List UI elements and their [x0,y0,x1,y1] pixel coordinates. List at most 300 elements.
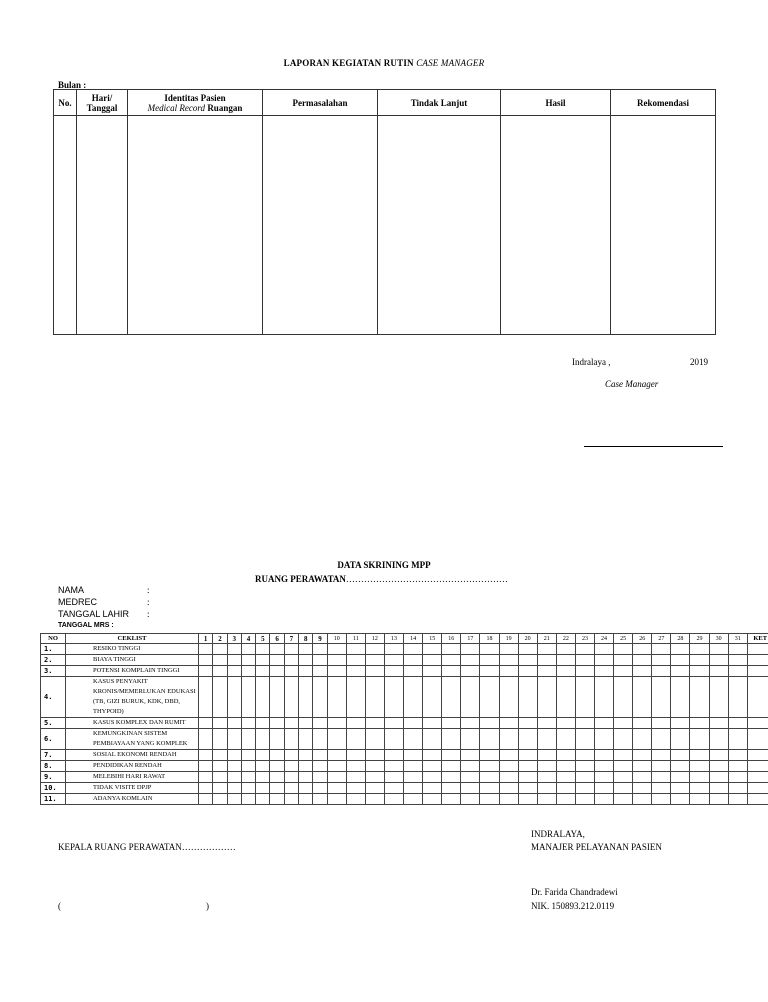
check-cell[interactable] [614,783,633,794]
check-cell[interactable] [690,761,709,772]
check-cell[interactable] [365,644,384,655]
check-cell[interactable] [594,794,613,805]
check-cell[interactable] [671,655,690,666]
check-cell[interactable] [518,729,537,750]
check-cell[interactable] [213,729,227,750]
check-cell[interactable] [227,772,241,783]
check-cell[interactable] [499,677,518,718]
check-cell[interactable] [327,644,346,655]
check-cell[interactable] [518,750,537,761]
check-cell[interactable] [747,666,768,677]
check-cell[interactable] [270,677,284,718]
check-cell[interactable] [652,718,671,729]
check-cell[interactable] [480,677,499,718]
check-cell[interactable] [299,750,313,761]
check-cell[interactable] [461,772,480,783]
check-cell[interactable] [518,655,537,666]
check-cell[interactable] [614,729,633,750]
check-cell[interactable] [499,655,518,666]
check-cell[interactable] [423,772,442,783]
check-cell[interactable] [633,772,652,783]
check-cell[interactable] [728,794,747,805]
check-cell[interactable] [346,666,365,677]
check-cell[interactable] [614,750,633,761]
check-cell[interactable] [747,772,768,783]
check-cell[interactable] [404,718,423,729]
check-cell[interactable] [327,761,346,772]
check-cell[interactable] [690,772,709,783]
check-cell[interactable] [199,794,213,805]
check-cell[interactable] [480,655,499,666]
check-cell[interactable] [499,750,518,761]
check-cell[interactable] [284,761,298,772]
check-cell[interactable] [728,729,747,750]
check-cell[interactable] [227,655,241,666]
check-cell[interactable] [652,729,671,750]
check-cell[interactable] [461,644,480,655]
check-cell[interactable] [499,794,518,805]
check-cell[interactable] [227,794,241,805]
check-cell[interactable] [241,644,255,655]
check-cell[interactable] [404,794,423,805]
check-cell[interactable] [346,772,365,783]
check-cell[interactable] [499,718,518,729]
check-cell[interactable] [575,677,594,718]
check-cell[interactable] [537,772,556,783]
check-cell[interactable] [575,718,594,729]
check-cell[interactable] [256,666,270,677]
check-cell[interactable] [227,718,241,729]
check-cell[interactable] [614,761,633,772]
check-cell[interactable] [747,794,768,805]
check-cell[interactable] [256,729,270,750]
check-cell[interactable] [594,644,613,655]
check-cell[interactable] [709,783,728,794]
check-cell[interactable] [633,783,652,794]
check-cell[interactable] [594,655,613,666]
check-cell[interactable] [480,772,499,783]
check-cell[interactable] [537,666,556,677]
check-cell[interactable] [709,677,728,718]
check-cell[interactable] [690,750,709,761]
check-cell[interactable] [537,644,556,655]
check-cell[interactable] [256,718,270,729]
check-cell[interactable] [346,761,365,772]
check-cell[interactable] [709,666,728,677]
check-cell[interactable] [284,644,298,655]
check-cell[interactable] [213,761,227,772]
check-cell[interactable] [227,677,241,718]
check-cell[interactable] [537,655,556,666]
check-cell[interactable] [709,729,728,750]
check-cell[interactable] [518,718,537,729]
check-cell[interactable] [384,729,403,750]
check-cell[interactable] [346,644,365,655]
check-cell[interactable] [690,677,709,718]
check-cell[interactable] [423,718,442,729]
check-cell[interactable] [575,761,594,772]
check-cell[interactable] [518,783,537,794]
check-cell[interactable] [241,729,255,750]
check-cell[interactable] [270,794,284,805]
check-cell[interactable] [313,761,327,772]
check-cell[interactable] [499,761,518,772]
check-cell[interactable] [256,655,270,666]
check-cell[interactable] [690,729,709,750]
check-cell[interactable] [423,655,442,666]
check-cell[interactable] [556,655,575,666]
check-cell[interactable] [709,761,728,772]
check-cell[interactable] [671,750,690,761]
check-cell[interactable] [199,666,213,677]
check-cell[interactable] [365,783,384,794]
check-cell[interactable] [256,794,270,805]
check-cell[interactable] [213,677,227,718]
check-cell[interactable] [423,644,442,655]
check-cell[interactable] [575,772,594,783]
check-cell[interactable] [480,783,499,794]
check-cell[interactable] [728,772,747,783]
check-cell[interactable] [747,644,768,655]
check-cell[interactable] [327,772,346,783]
check-cell[interactable] [594,718,613,729]
check-cell[interactable] [327,750,346,761]
check-cell[interactable] [518,772,537,783]
check-cell[interactable] [556,750,575,761]
check-cell[interactable] [556,772,575,783]
check-cell[interactable] [499,783,518,794]
check-cell[interactable] [594,761,613,772]
check-cell[interactable] [690,644,709,655]
check-cell[interactable] [256,761,270,772]
check-cell[interactable] [480,761,499,772]
check-cell[interactable] [461,783,480,794]
check-cell[interactable] [575,655,594,666]
check-cell[interactable] [633,794,652,805]
check-cell[interactable] [327,729,346,750]
check-cell[interactable] [499,729,518,750]
check-cell[interactable] [671,718,690,729]
check-cell[interactable] [747,655,768,666]
check-cell[interactable] [747,718,768,729]
check-cell[interactable] [537,729,556,750]
check-cell[interactable] [199,729,213,750]
check-cell[interactable] [299,677,313,718]
check-cell[interactable] [241,772,255,783]
check-cell[interactable] [213,772,227,783]
check-cell[interactable] [633,677,652,718]
check-cell[interactable] [199,655,213,666]
check-cell[interactable] [256,677,270,718]
check-cell[interactable] [728,677,747,718]
check-cell[interactable] [518,666,537,677]
check-cell[interactable] [346,718,365,729]
check-cell[interactable] [384,761,403,772]
check-cell[interactable] [404,644,423,655]
check-cell[interactable] [241,666,255,677]
check-cell[interactable] [614,718,633,729]
check-cell[interactable] [365,655,384,666]
check-cell[interactable] [423,729,442,750]
check-cell[interactable] [442,761,461,772]
check-cell[interactable] [256,644,270,655]
check-cell[interactable] [270,729,284,750]
check-cell[interactable] [480,644,499,655]
check-cell[interactable] [518,761,537,772]
check-cell[interactable] [299,718,313,729]
check-cell[interactable] [461,666,480,677]
check-cell[interactable] [256,772,270,783]
check-cell[interactable] [270,655,284,666]
check-cell[interactable] [614,794,633,805]
check-cell[interactable] [241,655,255,666]
check-cell[interactable] [241,761,255,772]
check-cell[interactable] [709,655,728,666]
check-cell[interactable] [241,718,255,729]
check-cell[interactable] [480,750,499,761]
check-cell[interactable] [614,772,633,783]
check-cell[interactable] [442,718,461,729]
check-cell[interactable] [633,750,652,761]
check-cell[interactable] [728,666,747,677]
check-cell[interactable] [384,655,403,666]
check-cell[interactable] [365,772,384,783]
check-cell[interactable] [327,655,346,666]
check-cell[interactable] [728,761,747,772]
check-cell[interactable] [313,666,327,677]
check-cell[interactable] [556,783,575,794]
check-cell[interactable] [633,729,652,750]
check-cell[interactable] [537,761,556,772]
check-cell[interactable] [633,655,652,666]
check-cell[interactable] [213,718,227,729]
check-cell[interactable] [747,677,768,718]
check-cell[interactable] [346,750,365,761]
check-cell[interactable] [671,644,690,655]
check-cell[interactable] [346,783,365,794]
check-cell[interactable] [633,761,652,772]
check-cell[interactable] [690,718,709,729]
check-cell[interactable] [384,783,403,794]
check-cell[interactable] [518,794,537,805]
check-cell[interactable] [365,750,384,761]
check-cell[interactable] [518,677,537,718]
check-cell[interactable] [256,783,270,794]
check-cell[interactable] [575,750,594,761]
check-cell[interactable] [690,666,709,677]
check-cell[interactable] [227,644,241,655]
check-cell[interactable] [284,750,298,761]
check-cell[interactable] [671,677,690,718]
check-cell[interactable] [442,783,461,794]
check-cell[interactable] [346,655,365,666]
check-cell[interactable] [461,677,480,718]
check-cell[interactable] [461,655,480,666]
check-cell[interactable] [270,761,284,772]
check-cell[interactable] [480,666,499,677]
check-cell[interactable] [227,729,241,750]
check-cell[interactable] [556,761,575,772]
check-cell[interactable] [365,761,384,772]
check-cell[interactable] [652,655,671,666]
check-cell[interactable] [747,729,768,750]
check-cell[interactable] [556,666,575,677]
check-cell[interactable] [614,655,633,666]
check-cell[interactable] [556,729,575,750]
check-cell[interactable] [652,772,671,783]
check-cell[interactable] [556,718,575,729]
check-cell[interactable] [594,677,613,718]
check-cell[interactable] [652,666,671,677]
check-cell[interactable] [365,794,384,805]
check-cell[interactable] [728,718,747,729]
check-cell[interactable] [652,761,671,772]
check-cell[interactable] [365,677,384,718]
check-cell[interactable] [213,644,227,655]
check-cell[interactable] [614,644,633,655]
check-cell[interactable] [227,750,241,761]
check-cell[interactable] [299,772,313,783]
check-cell[interactable] [671,783,690,794]
check-cell[interactable] [442,729,461,750]
check-cell[interactable] [594,783,613,794]
check-cell[interactable] [461,729,480,750]
check-cell[interactable] [480,718,499,729]
check-cell[interactable] [270,750,284,761]
check-cell[interactable] [299,644,313,655]
check-cell[interactable] [614,677,633,718]
check-cell[interactable] [284,655,298,666]
check-cell[interactable] [313,783,327,794]
check-cell[interactable] [227,783,241,794]
check-cell[interactable] [365,666,384,677]
check-cell[interactable] [652,783,671,794]
check-cell[interactable] [241,677,255,718]
check-cell[interactable] [227,666,241,677]
check-cell[interactable] [537,794,556,805]
check-cell[interactable] [537,750,556,761]
check-cell[interactable] [299,666,313,677]
check-cell[interactable] [384,644,403,655]
check-cell[interactable] [461,761,480,772]
check-cell[interactable] [241,794,255,805]
check-cell[interactable] [594,729,613,750]
check-cell[interactable] [284,783,298,794]
check-cell[interactable] [404,666,423,677]
check-cell[interactable] [633,644,652,655]
check-cell[interactable] [199,718,213,729]
check-cell[interactable] [442,677,461,718]
check-cell[interactable] [199,750,213,761]
check-cell[interactable] [404,677,423,718]
check-cell[interactable] [480,729,499,750]
check-cell[interactable] [575,644,594,655]
check-cell[interactable] [199,772,213,783]
check-cell[interactable] [284,772,298,783]
check-cell[interactable] [652,644,671,655]
check-cell[interactable] [671,761,690,772]
check-cell[interactable] [299,655,313,666]
check-cell[interactable] [284,729,298,750]
check-cell[interactable] [404,655,423,666]
check-cell[interactable] [270,783,284,794]
check-cell[interactable] [423,794,442,805]
check-cell[interactable] [690,794,709,805]
check-cell[interactable] [199,761,213,772]
check-cell[interactable] [423,761,442,772]
check-cell[interactable] [499,666,518,677]
check-cell[interactable] [199,644,213,655]
check-cell[interactable] [575,666,594,677]
check-cell[interactable] [652,750,671,761]
check-cell[interactable] [442,772,461,783]
check-cell[interactable] [652,794,671,805]
check-cell[interactable] [709,718,728,729]
check-cell[interactable] [518,644,537,655]
check-cell[interactable] [213,655,227,666]
check-cell[interactable] [313,750,327,761]
check-cell[interactable] [747,761,768,772]
check-cell[interactable] [327,666,346,677]
check-cell[interactable] [442,655,461,666]
check-cell[interactable] [327,718,346,729]
check-cell[interactable] [499,772,518,783]
check-cell[interactable] [384,677,403,718]
check-cell[interactable] [284,677,298,718]
check-cell[interactable] [404,761,423,772]
check-cell[interactable] [575,783,594,794]
check-cell[interactable] [213,666,227,677]
check-cell[interactable] [728,655,747,666]
check-cell[interactable] [423,750,442,761]
check-cell[interactable] [652,677,671,718]
check-cell[interactable] [537,677,556,718]
check-cell[interactable] [747,783,768,794]
check-cell[interactable] [384,666,403,677]
check-cell[interactable] [442,750,461,761]
check-cell[interactable] [313,644,327,655]
check-cell[interactable] [537,718,556,729]
check-cell[interactable] [690,783,709,794]
check-cell[interactable] [423,783,442,794]
check-cell[interactable] [633,666,652,677]
check-cell[interactable] [594,750,613,761]
check-cell[interactable] [299,729,313,750]
check-cell[interactable] [690,655,709,666]
check-cell[interactable] [404,783,423,794]
check-cell[interactable] [709,644,728,655]
check-cell[interactable] [747,750,768,761]
check-cell[interactable] [213,783,227,794]
check-cell[interactable] [365,718,384,729]
check-cell[interactable] [270,666,284,677]
check-cell[interactable] [365,729,384,750]
check-cell[interactable] [313,794,327,805]
check-cell[interactable] [270,772,284,783]
check-cell[interactable] [346,677,365,718]
check-cell[interactable] [213,750,227,761]
check-cell[interactable] [423,666,442,677]
check-cell[interactable] [384,794,403,805]
check-cell[interactable] [213,794,227,805]
check-cell[interactable] [461,718,480,729]
check-cell[interactable] [384,750,403,761]
check-cell[interactable] [241,783,255,794]
check-cell[interactable] [461,750,480,761]
check-cell[interactable] [461,794,480,805]
check-cell[interactable] [575,794,594,805]
check-cell[interactable] [480,794,499,805]
